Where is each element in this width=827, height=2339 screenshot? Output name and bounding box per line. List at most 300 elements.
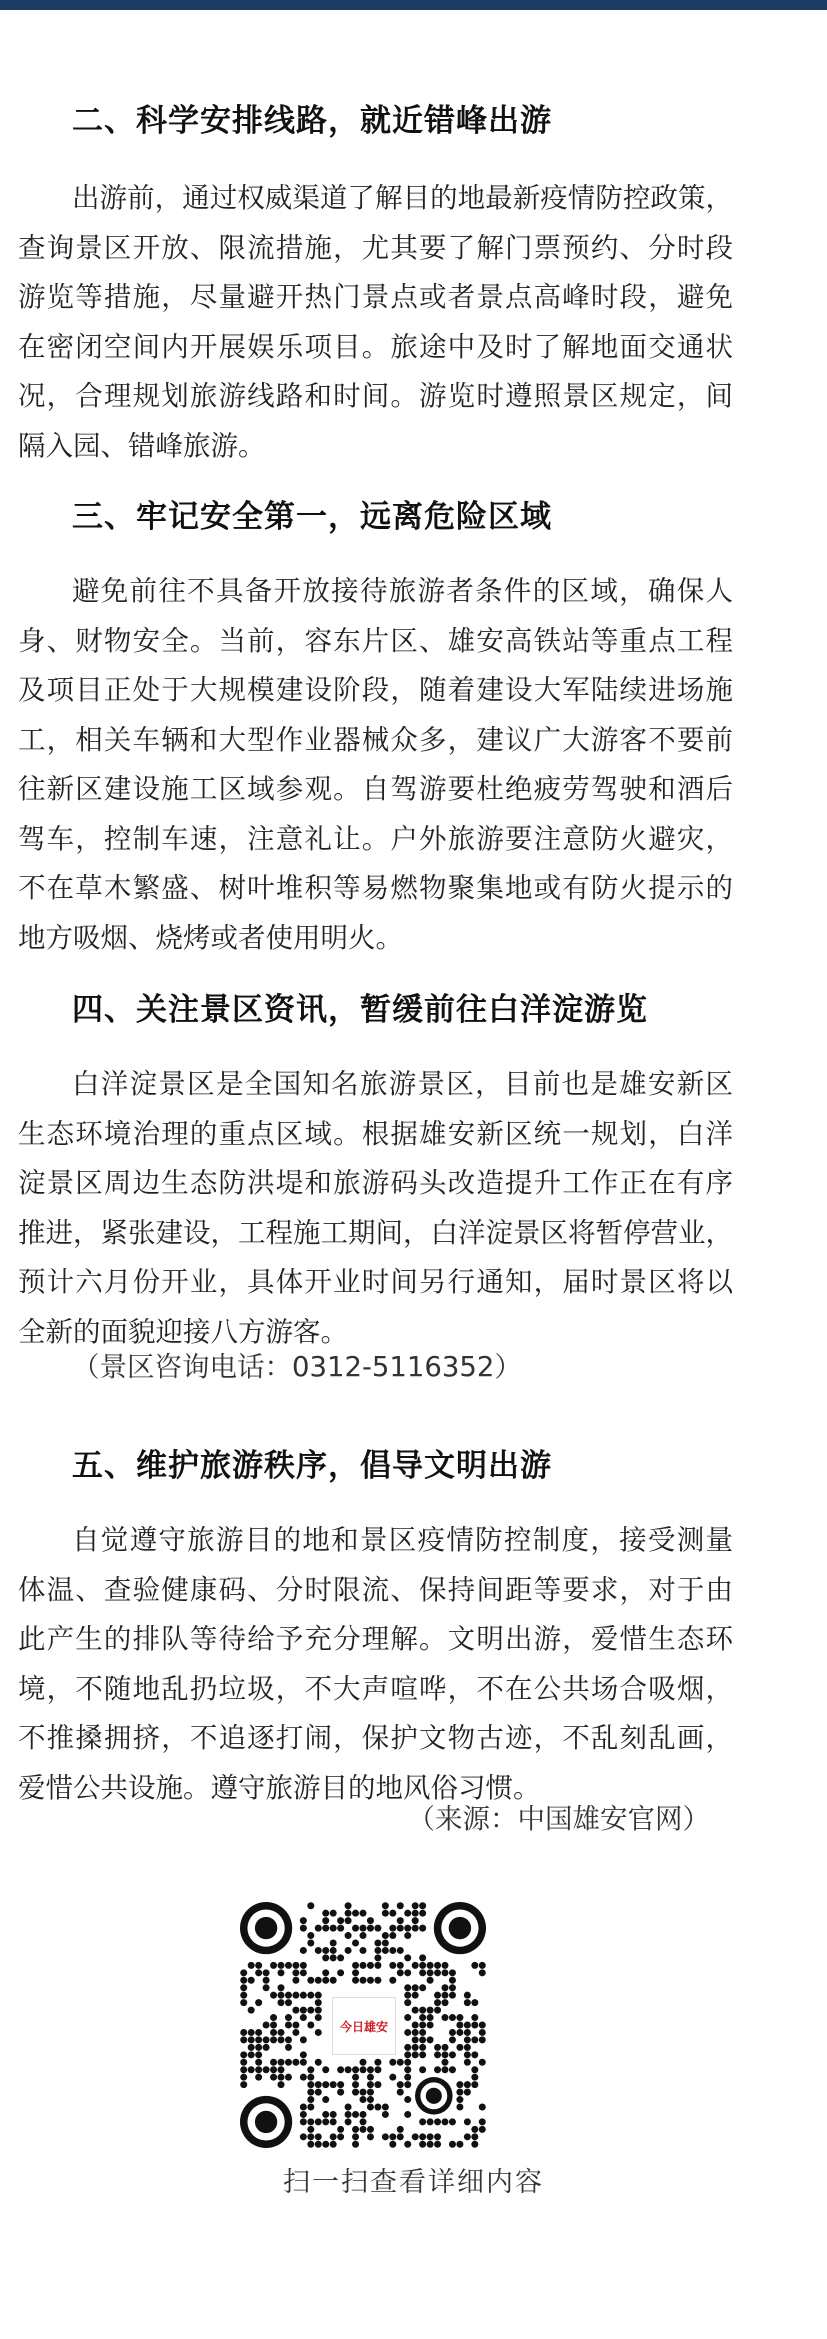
qr-module [471,1962,478,1969]
paragraph-line: 况，合理规划旅游线路和时间。游览时遵照景区规定，间 [18,380,733,412]
qr-module [345,1902,352,1909]
qr-module [285,2059,292,2066]
qr-module [404,2141,411,2148]
paragraph-line: 预计六月份开业，具体开业时间另行通知，届时景区将以 [18,1266,733,1298]
qr-module [404,1910,411,1917]
qr-module [404,2029,411,2036]
qr-module [292,2007,299,2014]
qr-module [352,2133,359,2140]
qr-module [456,2081,463,2088]
qr-module [240,2036,247,2043]
qr-module [404,1999,411,2006]
qr-module [449,2118,456,2125]
qr-module [255,1969,262,1976]
qr-module [382,1947,389,1954]
qr-module [434,2141,441,2148]
qr-module [307,2141,314,2148]
qr-module [404,2059,411,2066]
qr-module [248,1962,255,1969]
qr-module [248,1977,255,1984]
qr-module [263,1984,270,1991]
qr-module [240,1984,247,1991]
qr-module [330,2133,337,2140]
qr-module [471,2066,478,2073]
qr-module [307,2021,314,2028]
qr-module [419,2141,426,2148]
qr-module [441,1999,448,2006]
qr-module [404,1932,411,1939]
section-3-paragraph [18,567,733,963]
qr-module [270,2029,277,2036]
qr-module [337,1925,344,1932]
qr-module [434,2007,441,2014]
qr-module [322,1925,329,1932]
qr-module [404,1969,411,1976]
qr-module [277,2074,284,2081]
qr-module [248,2051,255,2058]
qr-module [292,1992,299,1999]
qr-module [300,2036,307,2043]
qr-module [270,2036,277,2043]
qr-module [330,1939,337,1946]
qr-module [240,2081,247,2088]
qr-module [322,2111,329,2118]
qr-module [345,2066,352,2073]
qr-module [397,2133,404,2140]
qr-module [270,2021,277,2028]
qr-module [352,1962,359,1969]
qr-module [374,1939,381,1946]
qr-module [285,1999,292,2006]
qr-module [471,2133,478,2140]
qr-module [419,2029,426,2036]
paragraph-line: 查询景区开放、限流措施，尤其要了解门票预约、分时段 [18,231,733,264]
qr-module [471,2126,478,2133]
qr-module [374,1925,381,1932]
qr-module [352,2111,359,2118]
qr-module [441,2014,448,2021]
paragraph-line: 全新的面貌迎接八方游客。 [18,1315,348,1348]
qr-module [322,2141,329,2148]
qr-module [389,2141,396,2148]
qr-module [315,2133,322,2140]
qr-module [404,2096,411,2103]
qr-module [404,2051,411,2058]
qr-module [330,1954,337,1961]
qr-module [315,2118,322,2125]
qr-module [456,2014,463,2021]
qr-module [449,2014,456,2021]
qr-module [374,2059,381,2066]
qr-module [352,1969,359,1976]
qr-module [337,1954,344,1961]
qr-caption: 扫一扫查看详细内容 [283,2167,544,2198]
paragraph-line: 淀景区周边生态防洪堤和旅游码头改造提升工作正在有序 [18,1167,733,1199]
qr-module [427,2021,434,2028]
qr-module [441,2066,448,2073]
qr-module [449,2036,456,2043]
qr-module [441,1992,448,1999]
qr-module [277,2081,284,2088]
qr-module [412,2051,419,2058]
qr-module [255,2059,262,2066]
paragraph-line: 不在草木繁盛、树叶堆积等易燃物聚集地或有防火提示的 [18,872,733,904]
qr-module [434,2118,441,2125]
qr-module [352,2074,359,2081]
qr-module [307,1992,314,1999]
qr-module [456,2103,463,2110]
qr-module [471,2081,478,2088]
qr-module [412,2133,419,2140]
qr-module [345,1910,352,1917]
qr-module [441,1962,448,1969]
qr-module [464,2089,471,2096]
qr-module [345,2118,352,2125]
qr-module [307,2096,314,2103]
qr-module [374,1954,381,1961]
qr-module [359,2089,366,2096]
qr-module [471,2036,478,2043]
qr-module [404,2066,411,2073]
qr-module [352,2066,359,2073]
qr-module [397,1962,404,1969]
section-5-paragraph [18,1516,733,1813]
qr-module [322,2096,329,2103]
qr-module [374,1947,381,1954]
qr-module [412,1962,419,1969]
qr-module [240,2051,247,2058]
paragraph-line: 往新区建设施工区域参观。自驾游要杜绝疲劳驾驶和酒后 [18,773,733,805]
qr-module [397,1917,404,1924]
qr-module [412,2021,419,2028]
qr-module [419,2051,426,2058]
qr-module [359,1947,366,1954]
qr-module [397,2081,404,2088]
qr-module [322,1954,329,1961]
qr-module [456,2141,463,2148]
qr-module [471,2074,478,2081]
qr-module [427,2014,434,2021]
qr-module [292,2029,299,2036]
qr-module [419,2133,426,2140]
qr-module [240,2066,247,2073]
qr-module [330,1947,337,1954]
qr-module [277,1962,284,1969]
qr-module [300,2103,307,2110]
qr-module [292,1969,299,1976]
qr-module [315,1999,322,2006]
qr-module [456,2044,463,2051]
qr-module [359,2066,366,2073]
qr-module [382,2111,389,2118]
qr-module [397,2089,404,2096]
top-decoration-bar [0,0,827,10]
qr-module [479,2059,486,2066]
qr-module [367,2089,374,2096]
qr-module [359,2111,366,2118]
qr-module [240,1977,247,1984]
qr-module [307,2133,314,2140]
qr-module [404,2074,411,2081]
qr-module [464,2133,471,2140]
qr-module [404,2044,411,2051]
qr-module [270,1992,277,1999]
paragraph-line: 体温、查验健康码、分时限流、保持间距等要求，对于由 [18,1573,733,1606]
qr-logo: 今日雄安 [332,1997,396,2055]
qr-module [307,2089,314,2096]
qr-module [315,1947,322,1954]
qr-module [307,2118,314,2125]
qr-module [412,1902,419,1909]
qr-module [456,2089,463,2096]
qr-module [292,2059,299,2066]
qr-module [322,1917,329,1924]
qr-module [471,1999,478,2006]
qr-module [322,2081,329,2088]
qr-module [285,2074,292,2081]
qr-module [382,2133,389,2140]
qr-module [389,2133,396,2140]
qr-module [412,2036,419,2043]
qr-module [345,1947,352,1954]
qr-module [449,2066,456,2073]
qr-module [427,2133,434,2140]
qr-module [367,2096,374,2103]
qr-module [382,1939,389,1946]
qr-module [255,1999,262,2006]
qr-module [307,2066,314,2073]
qr-module [464,2044,471,2051]
qr-module [464,1999,471,2006]
qr-module [441,2118,448,2125]
qr-module [419,2014,426,2021]
qr-module [404,1954,411,1961]
qr-finder-ring [449,1917,471,1939]
qr-module [464,2081,471,2088]
qr-module [315,2089,322,2096]
qr-module [434,1969,441,1976]
qr-module [367,2074,374,2081]
paragraph-line: 在密闭空间内开展娱乐项目。旅途中及时了解地面交通状 [18,330,733,363]
qr-module [270,2074,277,2081]
qr-module [479,2126,486,2133]
qr-module [277,1984,284,1991]
qr-module [404,1984,411,1991]
qr-module [389,1932,396,1939]
qr-module [330,1977,337,1984]
qr-module [389,1910,396,1917]
qr-module [412,1992,419,1999]
paragraph-line: 及项目正处于大规模建设阶段，随着建设大军陆续进场施 [18,674,733,706]
qr-module [374,2066,381,2073]
qr-module [382,1902,389,1909]
qr-module [374,2103,381,2110]
section-2-heading: 二、科学安排线路，就近错峰出游 [72,103,552,139]
qr-module [300,2118,307,2125]
qr-module [322,1910,329,1917]
qr-module [412,1917,419,1924]
qr-module [337,1969,344,1976]
qr-module [419,2044,426,2051]
qr-module [389,2074,396,2081]
paragraph-line: 出游前，通过权威渠道了解目的地最新疫情防控政策， [72,182,733,214]
qr-module [322,2118,329,2125]
qr-module [263,1969,270,1976]
qr-module [389,1947,396,1954]
qr-module [248,2029,255,2036]
qr-module [464,2051,471,2058]
qr-module [464,2029,471,2036]
qr-module [419,1910,426,1917]
qr-module [456,2021,463,2028]
paragraph-line: 不推搡拥挤，不追逐打闹，保护文物古迹，不乱刻乱画， [18,1722,733,1754]
qr-module [427,1962,434,1969]
qr-module [441,2044,448,2051]
qr-module [419,1969,426,1976]
qr-module [456,2096,463,2103]
qr-module [345,1917,352,1924]
qr-module [322,2066,329,2073]
qr-module [270,1962,277,1969]
qr-module [427,2036,434,2043]
qr-module [464,2059,471,2066]
qr-module [427,1969,434,1976]
qr-module [300,1962,307,1969]
qr-module [300,2014,307,2021]
paragraph-line: 游览等措施，尽量避开热门景点或者景点高峰时段，避免 [18,281,733,313]
qr-module [389,1925,396,1932]
qr-module [300,1992,307,1999]
qr-module [434,1962,441,1969]
qr-module [285,1962,292,1969]
qr-module [240,2029,247,2036]
qr-module [337,1917,344,1924]
qr-module [240,2059,247,2066]
section-2-paragraph [18,174,733,471]
qr-module [330,2118,337,2125]
qr-module [367,1917,374,1924]
qr-module [367,1962,374,1969]
qr-module [479,2021,486,2028]
qr-module [397,1947,404,1954]
qr-finder-ring [426,2088,442,2104]
qr-module [255,2066,262,2073]
qr-module [300,2074,307,2081]
qr-module [307,1932,314,1939]
qr-module [240,1992,247,1999]
qr-module [419,1902,426,1909]
qr-module [300,2133,307,2140]
qr-module [337,2081,344,2088]
paragraph-line: 生态环境治理的重点区域。根据雄安新区统一规划，白洋 [18,1117,733,1150]
qr-module [441,2051,448,2058]
qr-module [285,2036,292,2043]
qr-module [419,1984,426,1991]
paragraph-line: 避免前往不具备开放接待旅游者条件的区域，确保人 [72,575,733,607]
qr-module [427,2118,434,2125]
qr-module [277,1999,284,2006]
qr-module [330,1910,337,1917]
qr-module [359,1962,366,1969]
qr-module [471,2051,478,2058]
paragraph-line: 驾车，控制车速，注意礼让。户外旅游要注意防火避灾， [18,822,733,855]
qr-module [300,1969,307,1976]
qr-module [352,2089,359,2096]
qr-finder-ring [255,2111,277,2133]
qr-module [255,2036,262,2043]
qr-module [315,1992,322,1999]
qr-module [285,2044,292,2051]
qr-module [300,2111,307,2118]
qr-module [270,2014,277,2021]
qr-module [404,1992,411,1999]
qr-module [479,1969,486,1976]
qr-module [270,2059,277,2066]
paragraph-line: 地方吸烟、烧烤或者使用明火。 [18,921,403,954]
paragraph-line: 隔入园、错峰旅游。 [18,429,266,462]
qr-module [292,2021,299,2028]
qr-module [352,1910,359,1917]
qr-module [374,2081,381,2088]
qr-module [345,2111,352,2118]
qr-module [337,2126,344,2133]
section-4-paragraph [18,1060,733,1357]
qr-module [337,2066,344,2073]
qr-module [307,1977,314,1984]
qr-module [404,1925,411,1932]
qr-module [419,1954,426,1961]
qr-module [315,1925,322,1932]
paragraph-line: 此产生的排队等待给予充分理解。文明出游，爱惜生态环 [18,1623,733,1655]
qr-module [434,2066,441,2073]
qr-module [277,1969,284,1976]
qr-module [292,1962,299,1969]
qr-module [352,1977,359,1984]
qr-module [464,1992,471,1999]
qr-module [412,1984,419,1991]
qr-module [330,2081,337,2088]
qr-module [471,2141,478,2148]
qr-module [359,2096,366,2103]
paragraph-line: 境，不随地乱扔垃圾，不大声喧哗，不在公共场合吸烟， [18,1672,733,1705]
qr-module [419,2066,426,2073]
qr-module [471,2014,478,2021]
qr-module [315,2081,322,2088]
qr-module [315,2014,322,2021]
qr-module [359,2118,366,2125]
qr-module [427,1977,434,1984]
qr-module [412,2007,419,2014]
qr-module [367,1925,374,1932]
qr-module [315,2059,322,2066]
section-3-heading: 三、牢记安全第一，远离危险区域 [72,499,552,535]
qr-module [382,2103,389,2110]
qr-module [263,2044,270,2051]
qr-module [367,2133,374,2140]
qr-module [240,1999,247,2006]
qr-module [374,1962,381,1969]
paragraph-line: 自觉遵守旅游目的地和景区疫情防控制度，接受测量 [72,1524,733,1556]
qr-module [359,1932,366,1939]
qr-module [464,2118,471,2125]
qr-module [397,2059,404,2066]
qr-module [479,2103,486,2110]
qr-module [352,2141,359,2148]
qr-module [412,1925,419,1932]
qr-module [263,2021,270,2028]
qr-code[interactable] [240,1902,486,2148]
qr-module [307,2074,314,2081]
